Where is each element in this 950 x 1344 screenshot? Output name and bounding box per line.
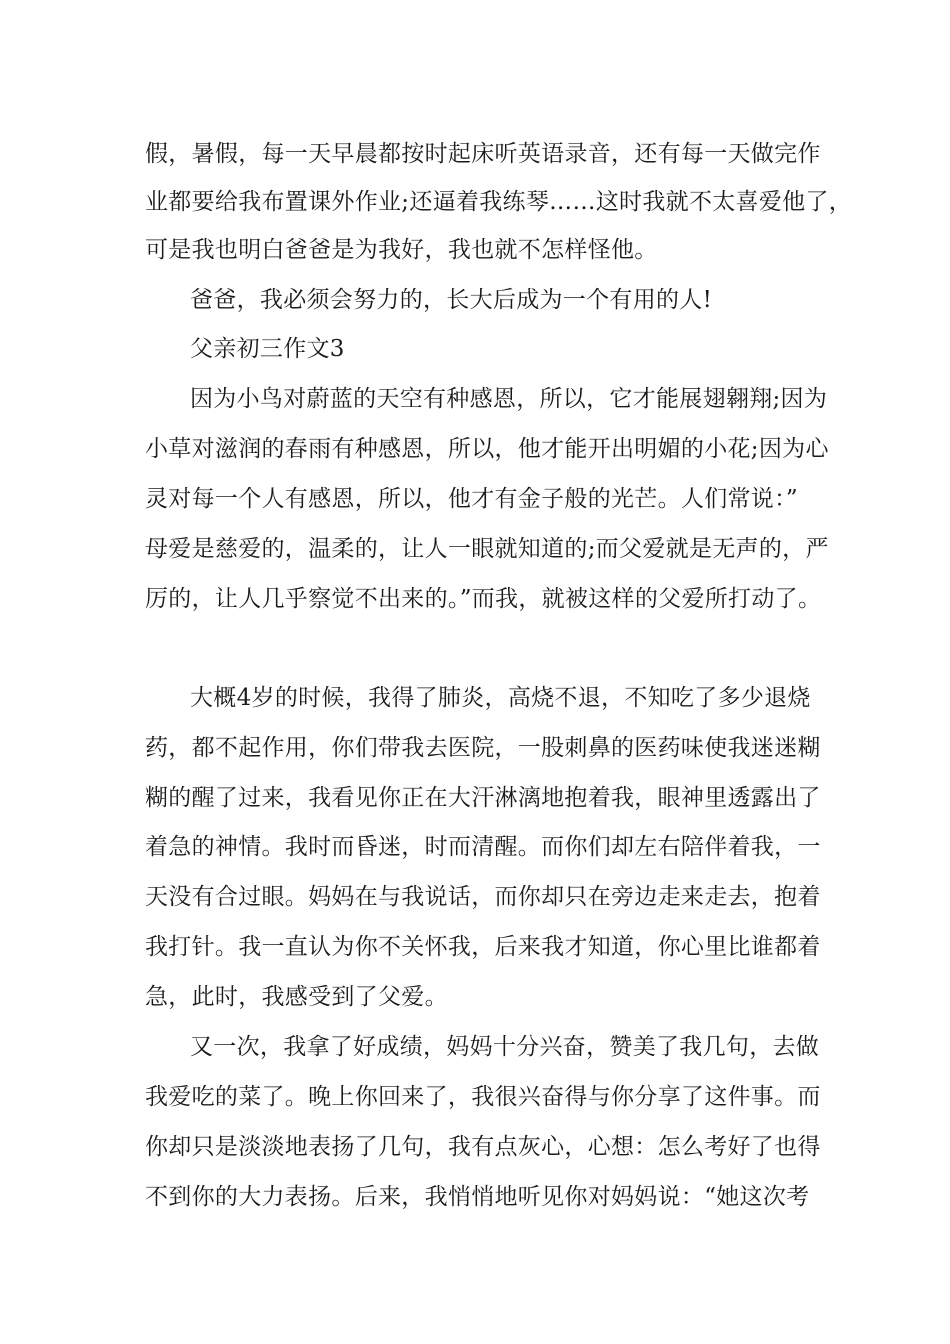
text-line: 假，暑假，每一天早晨都按时起床听英语录音，还有每一天做完作 [145, 141, 821, 167]
text-line: 爸爸，我必须会努力的，长大后成为一个有用的人! [190, 287, 713, 313]
text-line: 我爱吃的菜了。晚上你回来了，我很兴奋得与你分享了这件事。而 [145, 1084, 821, 1110]
text-line: 你却只是淡淡地表扬了几句，我有点灰心，心想：怎么考好了也得 [145, 1134, 821, 1160]
text-line: 急，此时，我感受到了父爱。 [145, 984, 448, 1010]
text-line: 糊的醒了过来，我看见你正在大汗淋漓地抱着我，眼神里透露出了 [145, 785, 821, 811]
text-line: 小草对滋润的春雨有种感恩，所以，他才能开出明媚的小花;因为心 [145, 436, 829, 462]
text-line: 天没有合过眼。妈妈在与我说话，而你却只在旁边走来走去，抱着 [145, 884, 821, 910]
text-line: 厉的，让人几乎察觉不出来的。”而我，就被这样的父爱所打动了。 [145, 586, 822, 612]
text-line: 我打针。我一直认为你不关怀我，后来我才知道，你心里比谁都着 [145, 934, 821, 960]
text-line: 药，都不起作用，你们带我去医院，一股刺鼻的医药味使我迷迷糊 [145, 735, 821, 761]
text-line: 母爱是慈爱的，温柔的，让人一眼就知道的;而父爱就是无声的，严 [145, 536, 829, 562]
text-line: 业都要给我布置课外作业;还逼着我练琴……这时我就不太喜爱他了， [145, 189, 853, 215]
text-line: 大概4岁的时候，我得了肺炎，高烧不退，不知吃了多少退烧 [190, 685, 811, 711]
text-line: 灵对每一个人有感恩，所以，他才有金子般的光芒。人们常说：” [145, 486, 798, 512]
text-line: 可是我也明白爸爸是为我好，我也就不怎样怪他。 [145, 237, 658, 263]
text-line: 着急的神情。我时而昏迷，时而清醒。而你们却左右陪伴着我，一 [145, 834, 821, 860]
text-line: 不到你的大力表扬。后来，我悄悄地听见你对妈妈说：“她这次考 [145, 1184, 810, 1210]
text-line: 又一次，我拿了好成绩，妈妈十分兴奋，赞美了我几句，去做 [190, 1034, 820, 1060]
text-line: 因为小鸟对蔚蓝的天空有种感恩，所以，它才能展翅翱翔;因为 [190, 386, 828, 412]
section-heading: 父亲初三作文3 [190, 336, 345, 362]
